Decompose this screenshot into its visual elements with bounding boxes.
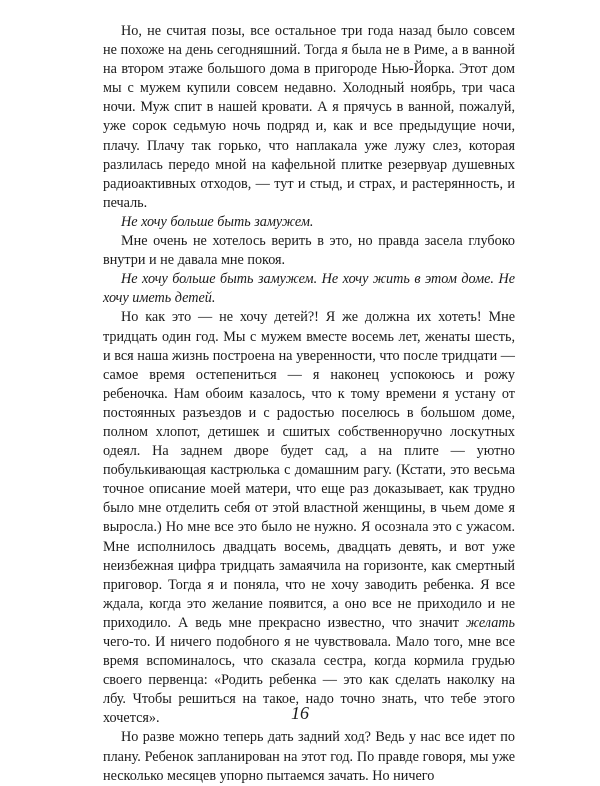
paragraph-text: чего-то. И ничего подобного я не чувствовала. Мало того, мне все время вспоминалось, что сказала сестра, когда кормила грудью своего первенца: «Родить ребенка — это как сделать наколку на лбу. Чтобы решиться на такое, надо точно знать, что тебе этого хочется». [103,634,515,727]
paragraph-text: Не хочу больше быть замужем. [121,213,314,230]
body-text [103,22,515,786]
paragraph [103,213,515,232]
paragraph [103,728,515,785]
paragraph [103,22,515,213]
page-number: 16 [291,703,309,723]
paragraph-text: Мне очень не хотелось верить в это, но правда засела глубоко внутри и не давала мне покоя. [103,233,515,269]
emphasis-text: желать [465,614,515,631]
paragraph [103,232,515,270]
paragraph-text: Но как это — не хочу детей?! Я же должна их хотеть! Мне тридцать один год. Мы с мужем вместе восемь лет, женаты шесть, и вся наша жизнь построена на уверенности, что после тридцати — самое время остепениться — я наконец успокоюсь и рожу ребеночка. Нам обоим казалось, что к тому времени я устану от постоянных разъездов и с радостью поселюсь в большом доме, полном хлопот, детишек и сшитых собственноручно лоскутных одеял. На заднем дворе будет сад, а на плите — уютно побулькивающая кастрюлька с домашним рагу. (Кстати, это весьма точное описание моей матери, что еще раз доказывает, как трудно было мне отделить себя от этой властной женщины, в чьем доме я выросла.) Но мне все это было не нужно. Я осознала это с ужасом. Мне исполнилось двадцать восемь, двадцать девять, и вот уже неизбежная цифра тридцать замаячила на горизонте, как смертный приговор. Тогда я и поняла, что не хочу заводить ребенка. Я все ждала, когда это желание появится, а оно все не приходило и не приходило. А ведь мне прекрасно известно, что значит [103,309,515,631]
paragraph-text: Но, не считая позы, все остальное три года назад было совсем не похоже на день сегодняшний. Тогда я была не в Риме, а в ванной на втором этаже большого дома в пригороде Нью-Йорка. Этот дом мы с мужем купили совсем недавно. Холодный ноябрь, три часа ночи. Муж спит в нашей кровати. А я прячусь в ванной, пожалуй, уже сорок седьмую ночь подряд и, как и все предыдущие ночи, плачу. Плачу так горько, что наплакала уже лужу слез, которая разлилась передо мной на кафельной плитке резервуар душевных радиоактивных отходов, — тут и стыд, и страх, и растерянность, и печаль. [103,23,515,211]
paragraph [103,270,515,308]
paragraph [103,308,515,728]
paragraph-text: Не хочу больше быть замужем. Не хочу жить в этом доме. Не хочу иметь детей. [103,271,515,307]
paragraph-text: Но разве можно теперь дать задний ход? Ведь у нас все идет по плану. Ребенок запланирован на этот год. По правде говоря, мы уже несколько месяцев упорно пытаемся зачать. Но ничего [103,729,515,784]
